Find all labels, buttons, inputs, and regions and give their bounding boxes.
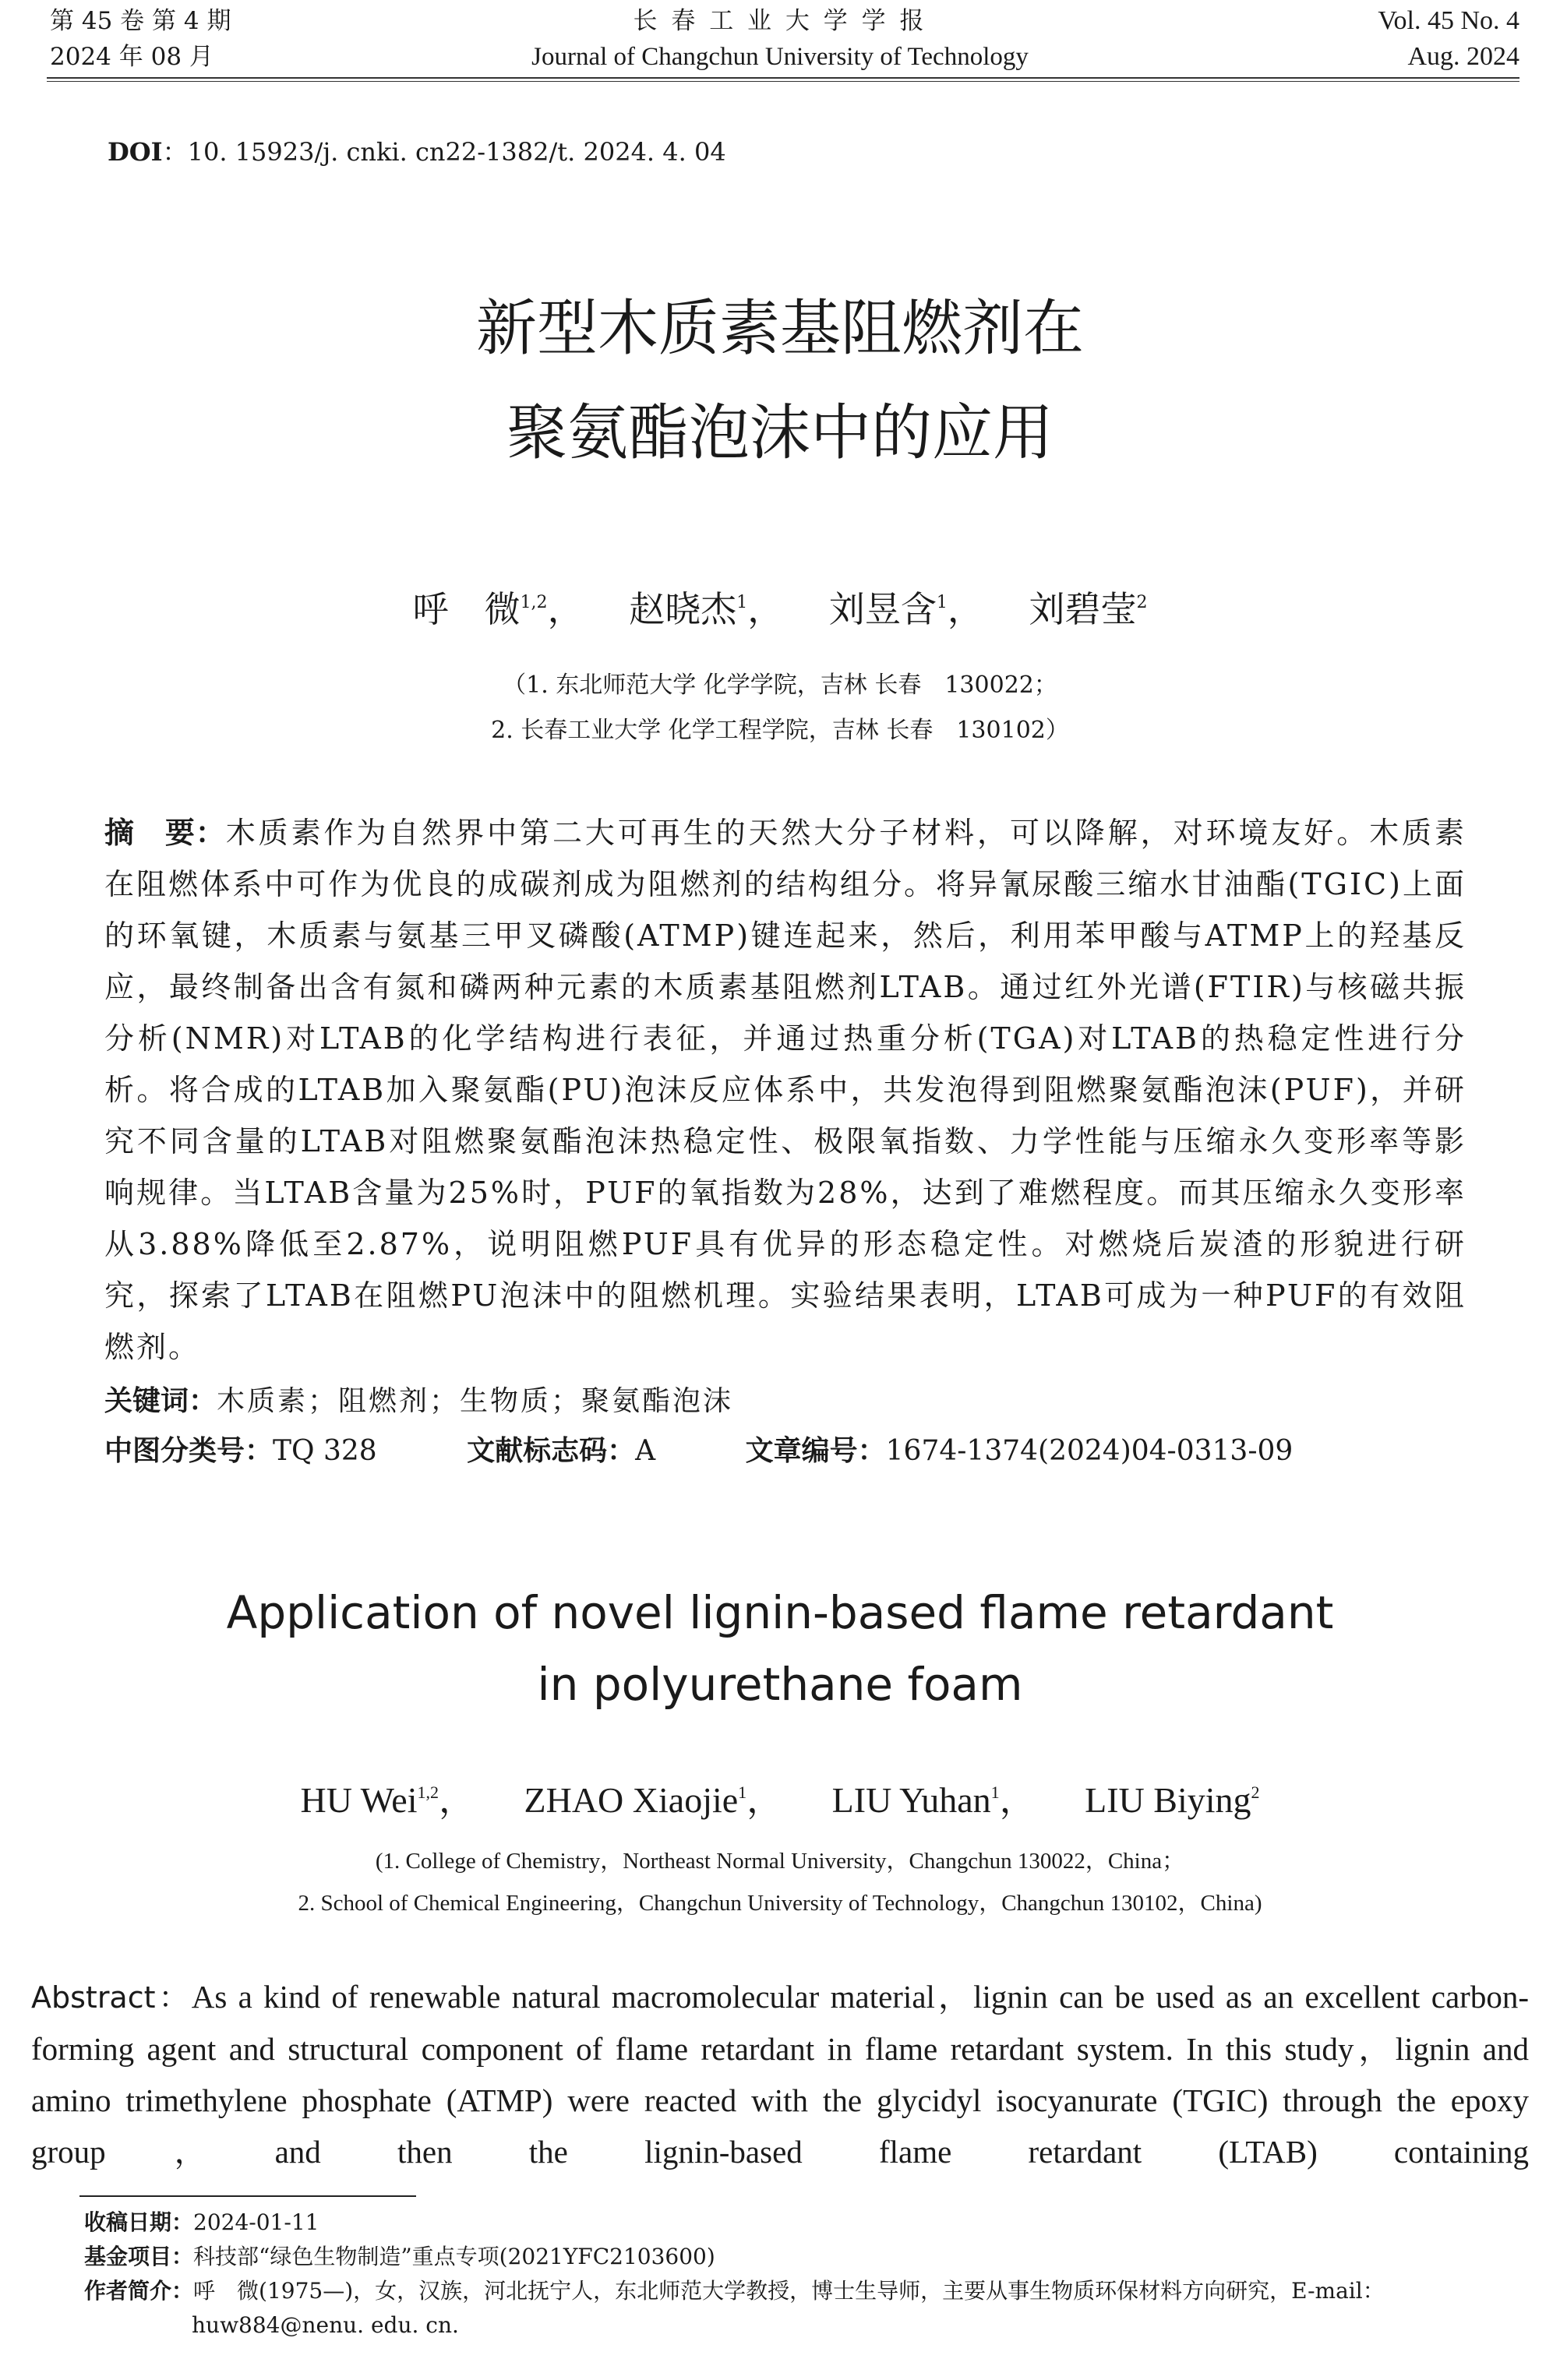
- author-cn: [829, 588, 983, 630]
- author-separator: ，: [547, 588, 584, 630]
- footnote-email: huw884@nenu. edu. cn.: [192, 2312, 459, 2338]
- author-name: LIU Yuhan: [831, 1780, 991, 1820]
- footnote-received: [84, 2206, 1534, 2239]
- received-value: 2024-01-11: [193, 2209, 319, 2235]
- author-affil-mark: 1: [736, 593, 748, 612]
- footnote-fund: [84, 2241, 1534, 2273]
- author-en: [524, 1780, 783, 1820]
- author-bio-label: 作者简介：: [84, 2278, 194, 2304]
- fund-label: 基金项目：: [84, 2244, 194, 2269]
- author-name: 赵晓杰: [629, 588, 737, 630]
- authors-cn: [0, 581, 1560, 633]
- author-affil-mark: 2: [1136, 593, 1148, 612]
- author-separator: ，: [947, 588, 983, 630]
- title-cn: [0, 277, 1560, 485]
- header-date-en: Aug. 2024: [1407, 42, 1519, 71]
- author-bio-value: 呼 微(1975—)，女，汉族，河北抚宁人，东北师范大学教授，博士生导师，主要从事生物质环保材料方向研究，E-mail：: [193, 2278, 1385, 2304]
- doc-value: A: [635, 1435, 656, 1467]
- abstract-en-text: As a kind of renewable natural macromolecular material，lignin can be used as an excellent carbon-forming agent and structural component of flame retardant in flame retardant system. In this study，lignin and amino trimethylene phosphate (ATMP) were reacted with the glycidyl isocyanurate (TGIC) through the epoxy group，and then the lignin-based flame retardant (LTAB) containing: [31, 1979, 1529, 2170]
- keywords-cn-text: 木质素；阻燃剂；生物质；聚氨酯泡沫: [217, 1385, 734, 1417]
- header-journal: [0, 3, 1560, 75]
- clc-code: [104, 1435, 377, 1467]
- header-rule-thin: [47, 81, 1519, 82]
- header-volume: 第 45 卷 第 4 期: [50, 7, 231, 35]
- author-cn: [413, 588, 584, 630]
- author-cn: [629, 588, 783, 630]
- title-cn-line1: 新型木质素基阻燃剂在: [475, 294, 1084, 364]
- author-separator: ，: [746, 1780, 783, 1820]
- author-en: [832, 1780, 1036, 1820]
- header-rule: [47, 77, 1519, 79]
- author-name: 刘昱含: [828, 588, 937, 630]
- title-en-line2: in polyurethane foam: [537, 1658, 1023, 1711]
- affiliation-en-2: 2. School of Chemical Engineering，Changchun University of Technology，Changchun 130102，China): [298, 1891, 1262, 1916]
- article-number: [746, 1435, 1294, 1467]
- doi-value: ：10. 15923/j. cnki. cn22-1382/t. 2024. 4. 04: [162, 137, 726, 167]
- art-value: 1674-1374(2024)04-0313-09: [885, 1435, 1294, 1467]
- abstract-en-label: Abstract：: [31, 1980, 192, 2015]
- affiliation-cn-2: 2. 长春工业大学 化学工程学院，吉林 长春 130102）: [491, 717, 1069, 744]
- author-en: [1085, 1780, 1259, 1820]
- clc-label: 中图分类号：: [104, 1435, 274, 1467]
- document-code: [467, 1435, 655, 1467]
- clc-value: TQ 328: [273, 1435, 377, 1467]
- doc-label: 文献标志码：: [467, 1435, 636, 1467]
- author-affil-mark: 1: [990, 1782, 1000, 1802]
- footnote-author: [84, 2275, 1534, 2308]
- author-cn: [1029, 588, 1147, 630]
- title-cn-line2: 聚氨酯泡沫中的应用: [506, 398, 1054, 468]
- abstract-cn-text: 木质素作为自然界中第二大可再生的天然大分子材料，可以降解，对环境友好。木质素在阻燃体系中可作为优良的成碳剂成为阻燃剂的结构组分。将异氰尿酸三缩水甘油酯(TGIC)上面的环氧键，木质素与氨基三甲叉磷酸(ATMP)键连起来，然后，利用苯甲酸与ATMP上的羟基反应，最终制备出含有氮和磷两种元素的木质素基阻燃剂LTAB。通过红外光谱(FTIR)与核磁共振分析(NMR)对LTAB的化学结构进行表征，并通过热重分析(TGA)对LTAB的热稳定性进行分析。将合成的LTAB加入聚氨酯(PU)泡沫反应体系中，共发泡得到阻燃聚氨酯泡沫(PUF)，并研究不同含量的LTAB对阻燃聚氨酯泡沫热稳定性、极限氧指数、力学性能与压缩永久变形率等影响规律。当LTAB含量为25%时，PUF的氧指数为28%，达到了难燃程度。而其压缩永久变形率从3.88%降低至2.87%，说明阻燃PUF具有优异的形态稳定性。对燃烧后炭渣的形貌进行研究，探索了LTAB在阻燃PU泡沫中的阻燃机理。实验结果表明，LTAB可成为一种PUF的有效阻燃剂。: [104, 816, 1466, 1364]
- author-separator: ，: [999, 1780, 1036, 1820]
- author-affil-mark: 1,2: [520, 593, 548, 612]
- author-affil-mark: 1: [936, 593, 948, 612]
- title-en: [0, 1577, 1560, 1720]
- header-volume-en: Vol. 45 No. 4: [1378, 6, 1519, 35]
- keywords-cn-label: 关键词：: [104, 1385, 217, 1417]
- journal-name-en: Journal of Changchun University of Technology: [531, 43, 1029, 71]
- author-en: [300, 1780, 475, 1820]
- author-name: LIU Biying: [1085, 1780, 1251, 1820]
- fund-value: 科技部“绿色生物制造”重点专项(2021YFC2103600): [193, 2244, 715, 2269]
- classification-line: [104, 1429, 1466, 1469]
- abstract-en: [31, 1971, 1529, 2177]
- author-affil-mark: 1: [738, 1782, 747, 1802]
- art-label: 文章编号：: [745, 1435, 886, 1467]
- footnote-rule: [79, 2195, 416, 2197]
- journal-name-cn: 长 春 工 业 大 学 学 报: [633, 7, 927, 35]
- affiliation-en-1: (1. College of Chemistry，Northeast Normal University，Changchun 130022，China；: [375, 1849, 1185, 1874]
- author-name: HU Wei: [300, 1780, 418, 1820]
- author-name: ZHAO Xiaojie: [524, 1780, 739, 1820]
- author-name: 呼 微: [412, 588, 521, 630]
- received-label: 收稿日期：: [84, 2209, 194, 2235]
- author-name: 刘碧莹: [1029, 588, 1137, 630]
- doi-label: DOI: [108, 137, 163, 167]
- keywords-cn: [104, 1379, 733, 1419]
- abstract-cn: [104, 807, 1466, 1373]
- author-affil-mark: 2: [1251, 1782, 1260, 1802]
- affiliation-cn-1: （1. 东北师范大学 化学学院，吉林 长春 130022；: [503, 672, 1057, 699]
- author-separator: ，: [747, 588, 784, 630]
- header-date: 2024 年 08 月: [50, 43, 214, 71]
- header-issue-en: [1378, 3, 1519, 75]
- abstract-cn-label: 摘 要：: [104, 816, 226, 850]
- author-separator: ，: [439, 1780, 475, 1820]
- author-affil-mark: 1,2: [417, 1782, 439, 1802]
- title-en-line1: Application of novel lignin-based flame retardant: [226, 1586, 1334, 1639]
- authors-en: [0, 1772, 1560, 1823]
- doi-line: [108, 132, 726, 168]
